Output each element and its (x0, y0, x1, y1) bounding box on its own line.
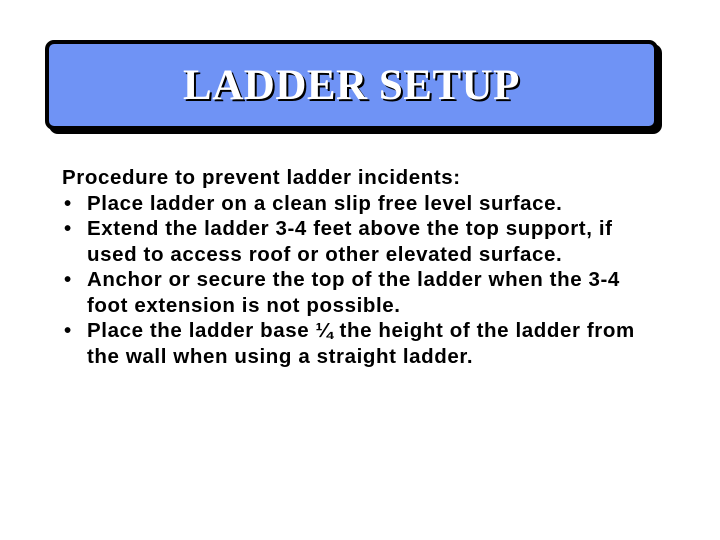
slide-title: LADDER SETUP (183, 61, 520, 109)
bullet-icon: • (64, 268, 72, 291)
bullet-item (62, 267, 662, 318)
bullet-list (62, 191, 662, 370)
bullet-icon: • (64, 217, 72, 240)
bullet-text: Anchor or secure the top of the ladder when the 3-4 foot extension is not possible. (87, 268, 620, 317)
bullet-text: Extend the ladder 3-4 feet above the top support, if used to access roof or other elevated surface. (87, 217, 613, 266)
intro-text: Procedure to prevent ladder incidents: (62, 166, 461, 189)
title-banner (45, 40, 658, 130)
bullet-item (62, 191, 662, 217)
bullet-icon: • (64, 191, 72, 215)
bullet-text: Place the ladder base ¼ the height of the ladder from the wall when using a straight ladder. (87, 319, 635, 368)
bullet-icon: • (64, 319, 72, 342)
bullet-item (62, 216, 662, 267)
bullet-text: Place ladder on a clean slip free level surface. (87, 191, 563, 215)
slide-content (62, 165, 662, 369)
bullet-item (62, 318, 662, 369)
